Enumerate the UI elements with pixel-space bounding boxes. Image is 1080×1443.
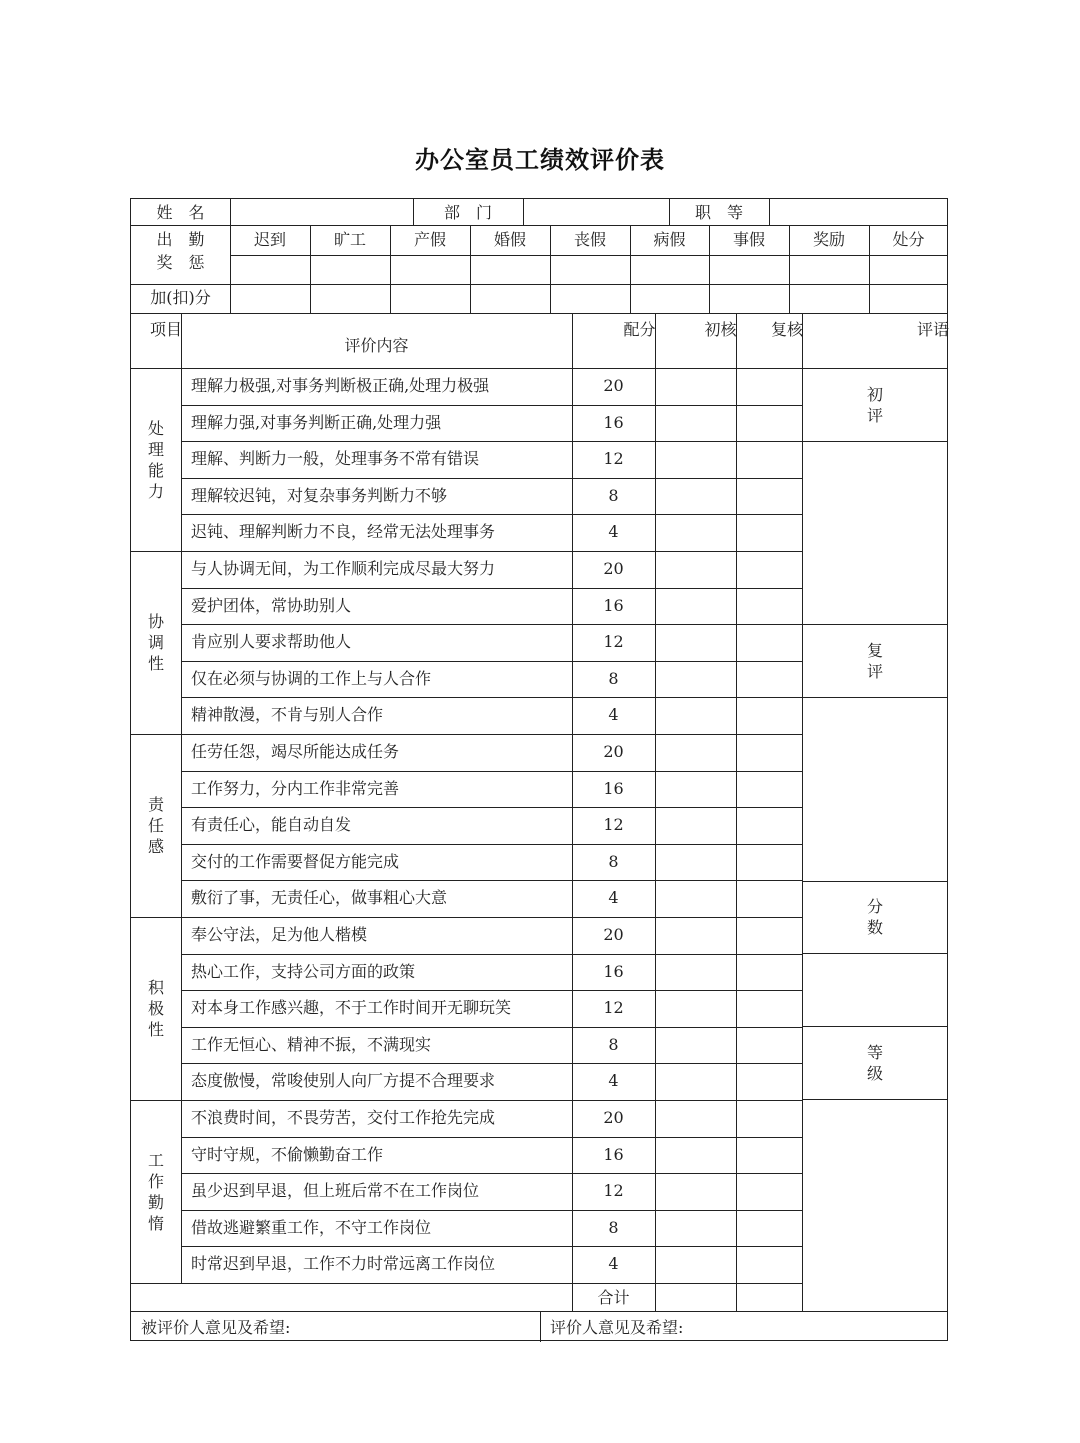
attendance-count-6[interactable] — [711, 257, 787, 282]
criteria-score: 4 — [608, 705, 619, 724]
review-cell[interactable] — [738, 443, 800, 476]
criteria-score: 12 — [603, 815, 624, 834]
review-cell[interactable] — [738, 846, 800, 879]
criteria-text: 交付的工作需要督促方能完成 — [191, 852, 400, 871]
first-check-cell[interactable] — [657, 370, 734, 403]
attendance-count-5[interactable] — [632, 257, 707, 282]
first-check-cell[interactable] — [657, 1102, 734, 1135]
criteria-score: 20 — [603, 1108, 624, 1127]
first-check-cell[interactable] — [657, 663, 734, 696]
review-cell[interactable] — [738, 516, 800, 549]
attendance-col-1: 旷工 — [333, 230, 366, 249]
review-cell[interactable] — [738, 370, 800, 403]
criteria-score: 20 — [603, 925, 624, 944]
attendance-points-3[interactable] — [472, 286, 548, 311]
criteria-score: 20 — [603, 376, 624, 395]
table-rule — [181, 954, 802, 955]
attendance-count-1[interactable] — [312, 257, 388, 282]
evaluator-opinion-label: 评价人意见及希望: — [550, 1318, 684, 1337]
table-rule — [769, 199, 770, 225]
attendance-col-8: 处分 — [892, 230, 925, 249]
reward-penalty-label: 奖 惩 — [156, 253, 205, 272]
first-check-cell[interactable] — [657, 407, 734, 440]
table-rule — [181, 514, 802, 515]
first-check-cell[interactable] — [657, 1212, 734, 1245]
table-rule — [131, 225, 948, 226]
grade-value[interactable] — [804, 1101, 946, 1309]
category-label: 协调性 — [147, 612, 164, 673]
review-cell[interactable] — [738, 809, 800, 842]
attendance-col-5: 病假 — [653, 230, 686, 249]
table-rule — [131, 917, 802, 918]
criteria-text: 爱护团体，常协助别人 — [191, 596, 352, 615]
criteria-score: 4 — [608, 1254, 619, 1273]
review-cell[interactable] — [738, 1175, 800, 1208]
first-check-cell[interactable] — [657, 773, 734, 806]
first-check-cell[interactable] — [657, 516, 734, 549]
attendance-points-0[interactable] — [232, 286, 308, 311]
table-rule — [181, 880, 802, 881]
comment-header: 评语 — [916, 320, 949, 339]
criteria-text: 不浪费时间，不畏劳苦，交付工作抢先完成 — [191, 1108, 496, 1127]
table-rule — [181, 478, 802, 479]
criteria-score: 4 — [608, 522, 619, 541]
table-rule — [131, 313, 948, 314]
attendance-points-5[interactable] — [632, 286, 707, 311]
criteria-score: 16 — [603, 1145, 624, 1164]
first-check-cell[interactable] — [657, 626, 734, 659]
review-cell[interactable] — [738, 919, 800, 952]
first-check-cell[interactable] — [657, 1029, 734, 1062]
comment-divider — [802, 1026, 948, 1027]
criteria-score: 4 — [608, 888, 619, 907]
criteria-score: 4 — [608, 1071, 619, 1090]
review-cell[interactable] — [738, 699, 800, 732]
name-label: 姓 名 — [156, 203, 205, 222]
evaluator-opinion-field[interactable] — [693, 1313, 946, 1340]
criteria-text: 守时守规，不偷懒勤奋工作 — [191, 1145, 384, 1164]
first-check-cell[interactable] — [657, 736, 734, 769]
comment-divider — [802, 1099, 948, 1100]
rank-field[interactable] — [771, 201, 946, 223]
criteria-text: 仅在必须与协调的工作上与人合作 — [191, 669, 432, 688]
criteria-score: 20 — [603, 742, 624, 761]
criteria-score: 12 — [603, 449, 624, 468]
table-rule — [230, 199, 231, 225]
second-evaluation-label: 复评 — [866, 641, 883, 681]
table-rule — [131, 551, 802, 552]
attendance-count-4[interactable] — [552, 257, 628, 282]
attendance-count-2[interactable] — [392, 257, 468, 282]
score-value[interactable] — [804, 955, 946, 1024]
criteria-score: 8 — [608, 486, 619, 505]
table-rule — [523, 199, 524, 225]
review-cell[interactable] — [738, 1139, 800, 1172]
table-rule — [181, 588, 802, 589]
criteria-text: 理解较迟钝，对复杂事务判断力不够 — [191, 486, 448, 505]
comment-divider — [802, 624, 948, 625]
first-check-cell[interactable] — [657, 992, 734, 1025]
category-label: 责任感 — [147, 795, 164, 856]
table-rule — [181, 771, 802, 772]
attendance-col-0: 迟到 — [253, 230, 286, 249]
grade-label: 等级 — [866, 1043, 883, 1083]
attendance-col-3: 婚假 — [493, 230, 526, 249]
first-check-cell[interactable] — [657, 919, 734, 952]
first-check-cell[interactable] — [657, 590, 734, 623]
table-rule — [181, 405, 802, 406]
evaluation-form — [130, 198, 948, 1341]
review-cell[interactable] — [738, 1212, 800, 1245]
first-check-cell[interactable] — [657, 846, 734, 879]
review-cell[interactable] — [738, 992, 800, 1025]
review-cell[interactable] — [738, 1248, 800, 1281]
table-rule — [131, 1283, 802, 1284]
table-rule — [181, 1210, 802, 1211]
criteria-score: 8 — [608, 1035, 619, 1054]
table-rule — [181, 1246, 802, 1247]
review-header: 复核 — [770, 320, 803, 339]
review-cell[interactable] — [738, 663, 800, 696]
page-title: 办公室员工绩效评价表 — [415, 146, 665, 174]
attendance-count-7[interactable] — [791, 257, 867, 282]
table-rule — [181, 1063, 802, 1064]
first-check-cell[interactable] — [657, 699, 734, 732]
comment-divider — [802, 697, 948, 698]
criteria-score: 16 — [603, 413, 624, 432]
table-rule — [181, 1173, 802, 1174]
attendance-col-6: 事假 — [732, 230, 765, 249]
review-cell[interactable] — [738, 553, 800, 586]
criteria-text: 与人协调无间，为工作顺利完成尽最大努力 — [191, 559, 496, 578]
review-cell[interactable] — [738, 956, 800, 989]
criteria-text: 理解力强,对事务判断正确,处理力强 — [191, 413, 442, 432]
second-evaluation-comment[interactable] — [804, 699, 946, 879]
review-cell[interactable] — [738, 773, 800, 806]
table-rule — [181, 807, 802, 808]
review-cell[interactable] — [738, 1065, 800, 1098]
first-check-cell[interactable] — [657, 882, 734, 915]
first-evaluation-comment[interactable] — [804, 443, 946, 622]
attendance-points-4[interactable] — [552, 286, 628, 311]
criteria-text: 态度傲慢，常唆使别人向厂方提不合理要求 — [191, 1071, 496, 1090]
criteria-text: 理解、判断力一般，处理事务不常有错误 — [191, 449, 480, 468]
attendance-label: 出 勤 — [156, 230, 205, 249]
attendance-points-6[interactable] — [711, 286, 787, 311]
rank-label: 职 等 — [694, 203, 743, 222]
review-cell[interactable] — [738, 882, 800, 915]
criteria-text: 迟钝、理解判断力不良，经常无法处理事务 — [191, 522, 496, 541]
table-rule — [181, 1027, 802, 1028]
department-field[interactable] — [525, 201, 667, 223]
review-cell[interactable] — [738, 590, 800, 623]
attendance-col-4: 丧假 — [573, 230, 606, 249]
category-label: 处理能力 — [147, 419, 164, 501]
content-header: 评价内容 — [344, 336, 409, 355]
criteria-score: 8 — [608, 852, 619, 871]
criteria-score: 8 — [608, 1218, 619, 1237]
first-check-cell[interactable] — [657, 1248, 734, 1281]
criteria-text: 奉公守法，足为他人楷模 — [191, 925, 368, 944]
table-rule — [181, 624, 802, 625]
bonus-deduction-label: 加(扣)分 — [150, 288, 211, 307]
table-rule — [131, 368, 948, 369]
first-check-cell[interactable] — [657, 956, 734, 989]
evaluatee-opinion-field[interactable] — [303, 1313, 538, 1340]
criteria-text: 对本身工作感兴趣，不于工作时间开无聊玩笑 — [191, 998, 512, 1017]
criteria-text: 任劳任怨，竭尽所能达成任务 — [191, 742, 400, 761]
evaluatee-opinion-label: 被评价人意见及希望: — [141, 1318, 291, 1337]
criteria-text: 借故逃避繁重工作，不守工作岗位 — [191, 1218, 432, 1237]
first-check-cell[interactable] — [657, 1139, 734, 1172]
attendance-count-0[interactable] — [232, 257, 308, 282]
first-check-cell[interactable] — [657, 480, 734, 513]
first-evaluation-label: 初评 — [866, 385, 883, 425]
criteria-score: 12 — [603, 998, 624, 1017]
table-rule — [131, 284, 948, 285]
criteria-text: 热心工作，支持公司方面的政策 — [191, 962, 416, 981]
table-rule — [181, 1137, 802, 1138]
table-rule — [181, 661, 802, 662]
review-cell[interactable] — [738, 736, 800, 769]
criteria-text: 精神散漫，不肯与别人合作 — [191, 705, 384, 724]
category-label: 工作勤惰 — [147, 1151, 164, 1233]
comment-divider — [802, 441, 948, 442]
score-header: 配分 — [623, 320, 656, 339]
attendance-points-1[interactable] — [312, 286, 388, 311]
table-rule — [655, 313, 656, 1311]
criteria-text: 工作无恒心、精神不振，不满现实 — [191, 1035, 432, 1054]
criteria-score: 16 — [603, 779, 624, 798]
criteria-score: 20 — [603, 559, 624, 578]
table-rule — [181, 441, 802, 442]
first-check-cell[interactable] — [657, 443, 734, 476]
table-rule — [540, 1311, 541, 1342]
first-check-cell[interactable] — [657, 553, 734, 586]
criteria-score: 12 — [603, 632, 624, 651]
criteria-score: 12 — [603, 1181, 624, 1200]
category-label: 积极性 — [147, 978, 164, 1039]
table-rule — [181, 990, 802, 991]
attendance-col-2: 产假 — [413, 230, 446, 249]
criteria-text: 工作努力，分内工作非常完善 — [191, 779, 400, 798]
criteria-score: 8 — [608, 669, 619, 688]
criteria-score: 16 — [603, 962, 624, 981]
total-first-check[interactable] — [657, 1285, 734, 1309]
review-cell[interactable] — [738, 626, 800, 659]
table-rule — [230, 255, 948, 256]
attendance-points-2[interactable] — [392, 286, 468, 311]
first-check-cell[interactable] — [657, 809, 734, 842]
comment-divider — [802, 953, 948, 954]
score-label: 分数 — [866, 897, 883, 937]
criteria-text: 时常迟到早退，工作不力时常远离工作岗位 — [191, 1254, 496, 1273]
review-cell[interactable] — [738, 1102, 800, 1135]
criteria-text: 虽少迟到早退，但上班后常不在工作岗位 — [191, 1181, 480, 1200]
table-rule — [131, 1100, 802, 1101]
review-cell[interactable] — [738, 407, 800, 440]
comment-divider — [802, 881, 948, 882]
criteria-text: 理解力极强,对事务判断极正确,处理力极强 — [191, 376, 490, 395]
attendance-points-8[interactable] — [871, 286, 946, 311]
table-rule — [802, 313, 803, 1311]
first-check-cell[interactable] — [657, 1175, 734, 1208]
table-rule — [131, 734, 802, 735]
table-rule — [736, 313, 737, 1311]
table-rule — [181, 844, 802, 845]
name-field[interactable] — [232, 201, 411, 223]
attendance-count-3[interactable] — [472, 257, 548, 282]
department-label: 部 门 — [443, 203, 492, 222]
criteria-score: 16 — [603, 596, 624, 615]
attendance-points-7[interactable] — [791, 286, 867, 311]
first-check-header: 初核 — [704, 320, 737, 339]
attendance-count-8[interactable] — [871, 257, 946, 282]
first-check-cell[interactable] — [657, 1065, 734, 1098]
criteria-text: 敷衍了事，无责任心，做事粗心大意 — [191, 888, 448, 907]
attendance-col-7: 奖励 — [812, 230, 845, 249]
item-header: 项目 — [149, 320, 182, 339]
table-rule — [181, 697, 802, 698]
criteria-text: 有责任心，能自动自发 — [191, 815, 352, 834]
review-cell[interactable] — [738, 480, 800, 513]
review-cell[interactable] — [738, 1029, 800, 1062]
total-label: 合计 — [597, 1288, 630, 1307]
total-review[interactable] — [738, 1285, 800, 1309]
criteria-text: 肯应别人要求帮助他人 — [191, 632, 352, 651]
